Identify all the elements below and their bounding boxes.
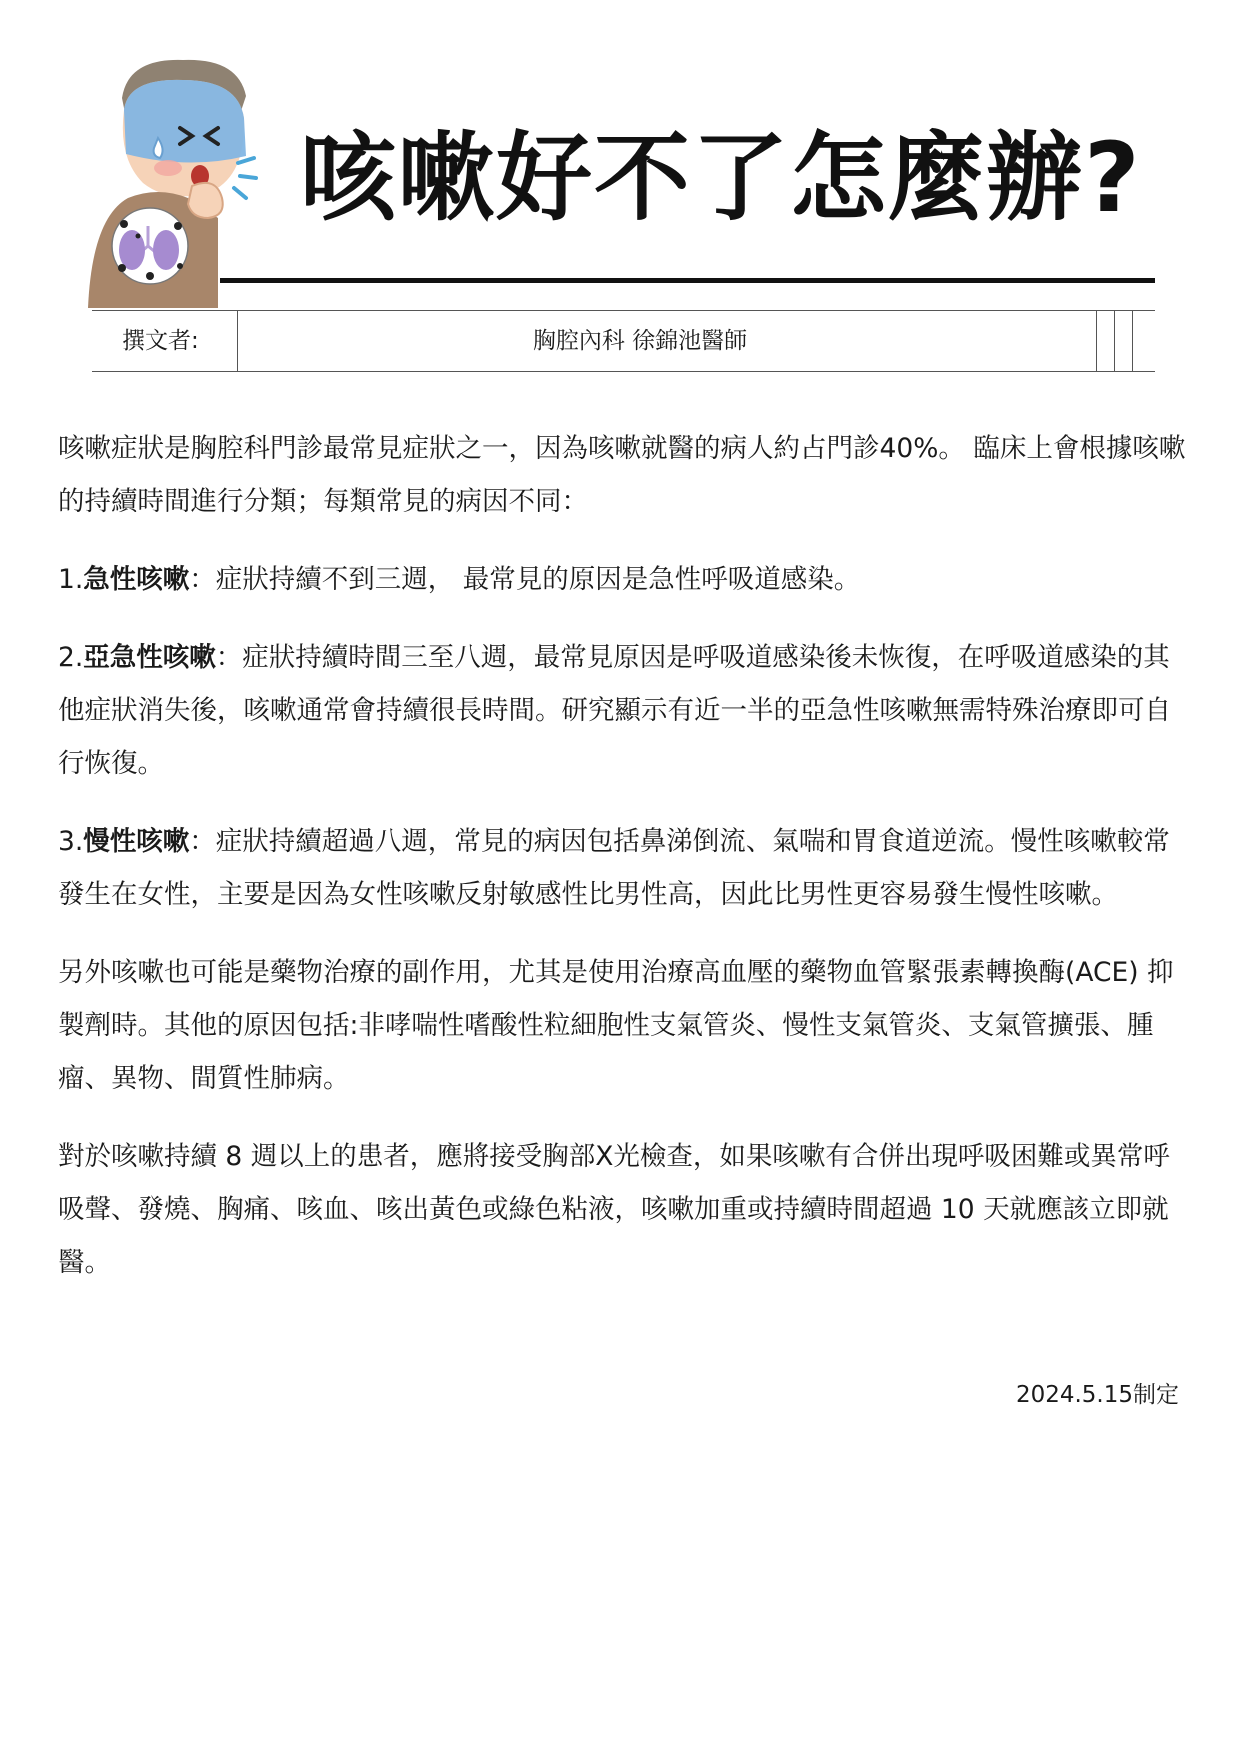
intro-paragraph: 咳嗽症狀是胸腔科門診最常見症狀之一，因為咳嗽就醫的病人約占門診40%。 臨床上會根據咳嗽的持續時間進行分類；每類常見的病因不同：: [58, 433, 1186, 517]
other-causes-paragraph: 另外咳嗽也可能是藥物治療的副作用，尤其是使用治療高血壓的藥物血管緊張素轉換酶(ACE) 抑製劑時。其他的原因包括:非哮喘性嗜酸性粒細胞性支氣管炎、慢性支氣管炎、支氣管擴張、腫瘤、異物、間質性肺病。: [58, 957, 1174, 1094]
author-name: 胸腔內科 徐錦池醫師: [532, 328, 748, 354]
coughing-person-illustration: [88, 58, 298, 308]
table-divider: [1132, 311, 1133, 371]
table-divider: [1096, 311, 1097, 371]
acute-cough-paragraph: 1.急性咳嗽：症狀持續不到三週， 最常見的原因是急性呼吸道感染。: [58, 564, 861, 595]
chronic-cough-paragraph: 3.慢性咳嗽：症狀持續超過八週，常見的病因包括鼻涕倒流、氣喘和胃食道逆流。慢性咳嗽較常發生在女性，主要是因為女性咳嗽反射敏感性比男性高，因此比男性更容易發生慢性咳嗽。: [58, 826, 1170, 910]
subacute-cough-paragraph: 2.亞急性咳嗽：症狀持續時間三至八週，最常見原因是呼吸道感染後未恢復，在呼吸道感染的其他症狀消失後，咳嗽通常會持續很長時間。研究顯示有近一半的亞急性咳嗽無需特殊治療即可自行恢復。: [58, 642, 1171, 779]
advice-paragraph: 對於咳嗽持續 8 週以上的患者，應將接受胸部X光檢查，如果咳嗽有合併出現呼吸困難或異常呼吸聲、發燒、胸痛、咳血、咳出黃色或綠色粘液，咳嗽加重或持續時間超過 10 天就應該立即就醫。: [58, 1141, 1170, 1278]
page-title: 咳嗽好不了怎麼辦?: [300, 122, 1142, 234]
author-label: 撰文者:: [122, 328, 199, 354]
author-table: [92, 310, 1155, 372]
document-date: 2024.5.15制定: [1015, 1382, 1179, 1408]
article-body: [58, 422, 1188, 1314]
title-divider: [220, 278, 1155, 283]
table-divider: [237, 311, 238, 371]
table-divider: [1114, 311, 1115, 371]
